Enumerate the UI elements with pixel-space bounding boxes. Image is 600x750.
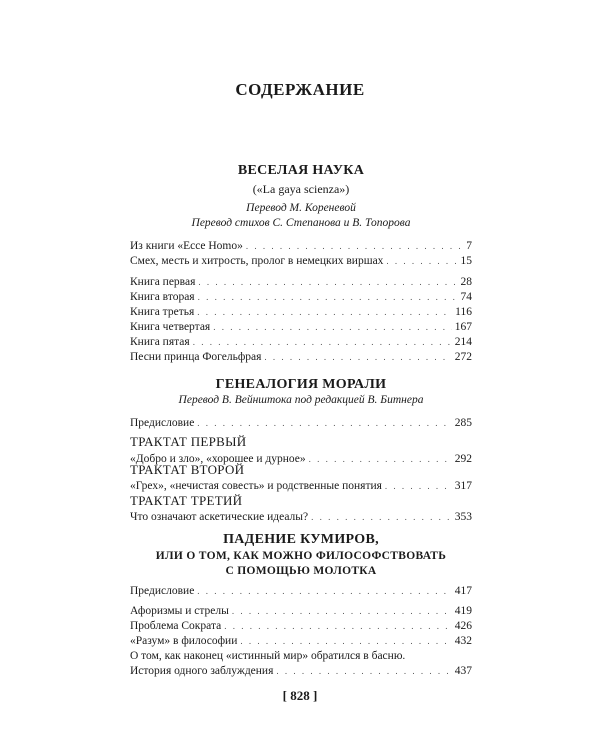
toc-entry-page: 74 xyxy=(460,291,472,303)
dot-leader xyxy=(240,634,451,648)
toc-entry-page: 15 xyxy=(460,255,472,267)
toc-entry-title: Книга третья xyxy=(130,306,195,318)
dot-leader xyxy=(224,619,452,633)
toc-entry[interactable] xyxy=(130,416,472,430)
toc-entry[interactable] xyxy=(130,664,472,678)
section-subtitle: («La gaya scienza») xyxy=(252,182,350,196)
section-subtitle: С ПОМОЩЬЮ МОЛОТКА xyxy=(225,565,377,577)
toc-entry-page: 353 xyxy=(454,511,472,523)
toc-entry-title: «Грех», «нечистая совесть» и родственные понятия xyxy=(130,480,382,492)
toc-entry-page: 432 xyxy=(454,635,472,647)
page-title: СОДЕРЖАНИЕ xyxy=(235,80,365,99)
toc-entry-title: Книга четвертая xyxy=(130,321,211,333)
toc-entry-title: Предисловие xyxy=(130,585,195,597)
toc-entry[interactable] xyxy=(130,275,472,289)
toc-entry[interactable] xyxy=(130,335,472,349)
toc-entry[interactable] xyxy=(130,634,472,648)
dot-leader xyxy=(232,604,452,618)
dot-leader xyxy=(385,479,452,493)
dot-leader xyxy=(264,350,451,364)
toc-entry[interactable] xyxy=(130,305,472,319)
treatise-heading: ТРАКТАТ ТРЕТИЙ xyxy=(130,493,243,508)
section-title-genealogy: ГЕНЕАЛОГИЯ МОРАЛИ xyxy=(215,377,387,392)
dot-leader xyxy=(197,584,451,598)
toc-entry-page: 292 xyxy=(454,453,472,465)
toc-entry-title: «Разум» в философии xyxy=(130,635,238,647)
toc-entry[interactable] xyxy=(130,479,472,493)
toc-entry-page: 426 xyxy=(454,620,472,632)
toc-entry-page: 419 xyxy=(454,605,472,617)
toc-entry-continued-line: О том, как наконец «истинный мир» обратился в басню. xyxy=(130,650,406,662)
dot-leader xyxy=(197,416,451,430)
page-number: [ 828 ] xyxy=(282,688,318,703)
translator-credit: Перевод В. Вейнштока под редакцией В. Битнера xyxy=(178,394,424,406)
verse-translator-credit: Перевод стихов С. Степанова и В. Топорова xyxy=(191,217,411,229)
toc-entry-page: 7 xyxy=(466,240,472,252)
toc-entry[interactable] xyxy=(130,320,472,334)
toc-entry[interactable] xyxy=(130,290,472,304)
toc-entry[interactable] xyxy=(130,584,472,598)
dot-leader xyxy=(193,335,452,349)
dot-leader xyxy=(311,510,452,524)
toc-entry-title: Предисловие xyxy=(130,417,195,429)
toc-entry[interactable] xyxy=(130,510,472,524)
dot-leader xyxy=(309,452,452,466)
toc-entry-title: Что означают аскетические идеалы? xyxy=(130,511,309,523)
toc-entry-title: Проблема Сократа xyxy=(130,620,222,632)
dot-leader xyxy=(198,275,457,289)
toc-entry-page: 272 xyxy=(454,351,472,363)
toc-entry-page: 28 xyxy=(460,276,472,288)
toc-entry-title: Книга первая xyxy=(130,276,196,288)
toc-entry-title: Афоризмы и стрелы xyxy=(130,605,229,617)
toc-entry[interactable] xyxy=(130,254,472,268)
treatise-heading: ТРАКТАТ ВТОРОЙ xyxy=(130,462,245,477)
treatise-heading: ТРАКТАТ ПЕРВЫЙ xyxy=(130,434,247,449)
dot-leader xyxy=(246,239,463,253)
toc-entry-title: Книга пятая xyxy=(130,336,190,348)
dot-leader xyxy=(198,290,458,304)
dot-leader xyxy=(197,305,452,319)
toc-entry-title: Смех, месть и хитрость, пролог в немецких виршах xyxy=(130,255,384,267)
toc-entry[interactable] xyxy=(130,239,472,253)
toc-entry-page: 285 xyxy=(454,417,472,429)
section-title-twilight-idols: ПАДЕНИЕ КУМИРОВ, xyxy=(223,532,379,547)
toc-entry-page: 116 xyxy=(455,306,472,318)
toc-entry-page: 437 xyxy=(454,665,472,677)
toc-entry-title: Из книги «Ecce Homo» xyxy=(130,240,243,252)
toc-entry-title: Книга вторая xyxy=(130,291,195,303)
toc-entry-page: 214 xyxy=(454,336,472,348)
toc-entry-page: 167 xyxy=(454,321,472,333)
dot-leader xyxy=(386,254,457,268)
toc-entry-page: 417 xyxy=(454,585,472,597)
toc-entry[interactable] xyxy=(130,604,472,618)
dot-leader xyxy=(213,320,452,334)
toc-entry-page: 317 xyxy=(454,480,472,492)
toc-entry[interactable] xyxy=(130,619,472,633)
translator-credit: Перевод М. Кореневой xyxy=(246,202,356,214)
toc-entry[interactable] xyxy=(130,350,472,364)
toc-entry-title: Песни принца Фогельфрая xyxy=(130,351,262,363)
section-subtitle: ИЛИ О ТОМ, КАК МОЖНО ФИЛОСОФСТВОВАТЬ xyxy=(155,550,447,562)
section-title-gay-science: ВЕСЕЛАЯ НАУКА xyxy=(237,163,365,178)
toc-entry-title: История одного заблуждения xyxy=(130,665,274,677)
toc-entry-title: «Добро и зло», «хорошее и дурное» xyxy=(130,453,306,465)
dot-leader xyxy=(276,664,451,678)
